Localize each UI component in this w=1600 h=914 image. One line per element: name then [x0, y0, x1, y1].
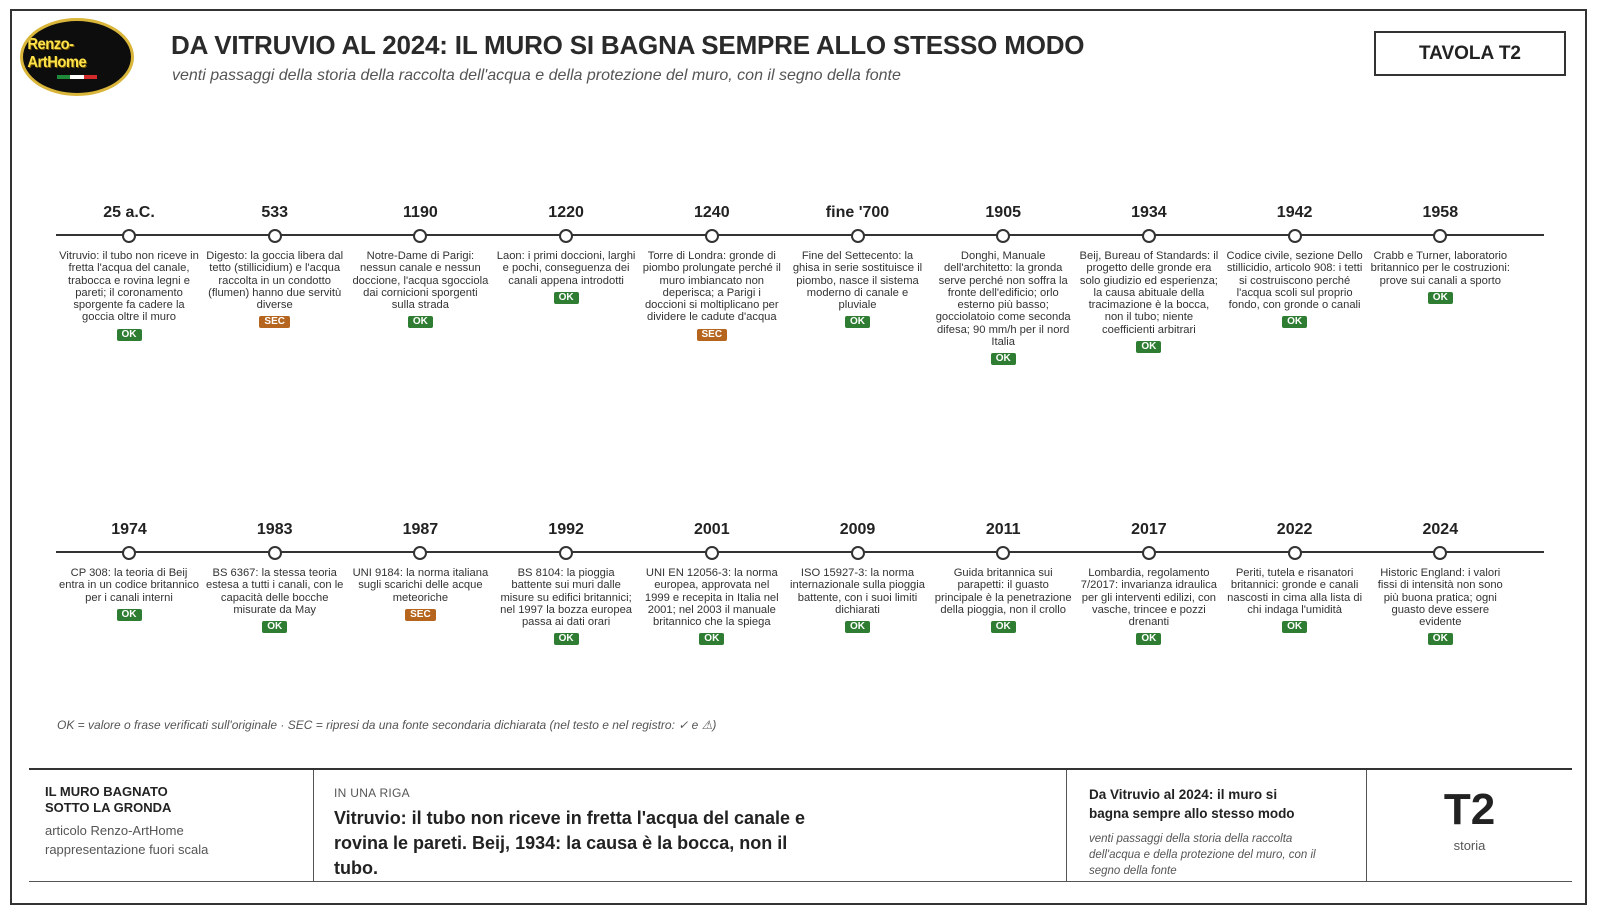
event-year: 1974 — [111, 521, 147, 538]
event-year: 1983 — [256, 521, 293, 538]
event-year: 1942 — [1276, 204, 1313, 221]
event-text: Periti, tutela e risanatori britannici: gronde e canali nascosti in cima alla lista di chi indaga l'umidità — [1227, 567, 1363, 616]
source-badge: OK — [1282, 621, 1307, 633]
italian-flag-icon — [57, 75, 97, 79]
renzo-arthome-logo — [20, 18, 134, 96]
source-badge: OK — [117, 329, 142, 341]
event-marker — [268, 546, 282, 560]
event-year: 25 a.C. — [103, 204, 155, 221]
event-description-block — [1079, 250, 1219, 353]
event-text: Digesto: la goccia libera dal tetto (stillicidium) e l'acqua raccolta in un condotto (flumen) hanno due servitù diverse — [206, 250, 344, 312]
event-text: ISO 15927-3: la norma internazionale sulla pioggia battente, con i suoi limiti dichiarati — [790, 567, 925, 616]
event-marker — [705, 546, 719, 560]
event-marker — [851, 229, 865, 243]
event-year: 533 — [261, 204, 289, 221]
source-badge: OK — [1136, 633, 1161, 645]
source-badge: OK — [991, 353, 1016, 365]
event-text: Notre-Dame di Parigi: nessun canale e nessun doccione, l'acqua sgocciola dai cornicioni sporgenti sulla strada — [352, 250, 489, 312]
logo-text: Renzo-ArtHome — [27, 35, 87, 71]
event-year: 1987 — [402, 521, 439, 538]
event-marker — [559, 229, 573, 243]
sheet-category: storia — [1453, 838, 1486, 853]
event-description-block — [1225, 567, 1365, 633]
event-marker — [705, 229, 719, 243]
source-badge: OK — [554, 633, 579, 645]
event-description-block — [642, 250, 782, 341]
source-badge: SEC — [405, 609, 436, 621]
source-badge: OK — [845, 621, 870, 633]
event-description-block — [788, 250, 928, 328]
event-text: Torre di Londra: gronde di piombo prolungate perché il muro imbiancato non deperisca; a Parigi i doccioni si moltiplicano per dividere le cadute d'acqua — [642, 250, 781, 324]
event-text: Donghi, Manuale dell'architetto: la gronda serve perché non soffra la fronte dell'edificio; orlo esterno più basso; gocciolatoio come seconda difesa; 90 mm/h per il nord Italia — [935, 250, 1071, 349]
event-year: 1934 — [1131, 204, 1167, 221]
event-marker — [1142, 546, 1156, 560]
event-marker — [122, 546, 136, 560]
event-text: UNI EN 12056-3: la norma europea, approvata nel 1999 e recepita in Italia nel 2001; nel 2003 il manuale britannico che la spiega — [644, 567, 779, 629]
event-description-block — [933, 250, 1073, 365]
event-description-block — [205, 567, 345, 633]
event-description-block — [933, 567, 1073, 633]
event-year: 2011 — [985, 521, 1021, 538]
event-description-block — [1370, 567, 1510, 645]
source-badge: OK — [1136, 341, 1161, 353]
source-badge: OK — [991, 621, 1016, 633]
event-year: fine '700 — [825, 204, 890, 221]
event-description-block — [642, 567, 782, 645]
source-badge: OK — [1428, 633, 1453, 645]
source-badge: OK — [262, 621, 287, 633]
event-year: 1958 — [1422, 204, 1459, 221]
event-description-block — [59, 567, 199, 621]
event-year: 1220 — [548, 204, 584, 221]
event-marker — [1288, 546, 1302, 560]
event-description-block — [496, 250, 636, 304]
sheet-code: T2 — [1443, 785, 1496, 834]
event-text: Beij, Bureau of Standards: il progetto delle gronde era solo giudizio ed esperienza; la causa abituale della tracimazione è la bocca, non il tubo; niente coefficienti arbitrari — [1079, 250, 1219, 336]
page-title: DA VITRUVIO AL 2024: IL MURO SI BAGNA SEMPRE ALLO STESSO MODO — [171, 30, 1085, 60]
title-block — [29, 768, 1572, 882]
event-text: Codice civile, sezione Dello stillicidio, articolo 908: i tetti si costruiscono perché l'acqua scoli sul proprio fondo, con gronde o canali — [1226, 250, 1363, 312]
legend: OK = valore o frase verificati sull'originale · SEC = ripresi da una fonte secondaria dichiarata (nel testo e nel registro: ✓ e ⚠) — [57, 718, 717, 732]
event-description-block — [350, 567, 490, 621]
event-marker — [122, 229, 136, 243]
article-scale-note: rappresentazione fuori scala — [45, 842, 209, 857]
sheet-title: Da Vitruvio al 2024: il muro si bagna sempre allo stesso modo — [1089, 787, 1295, 821]
event-year: 2017 — [1131, 521, 1167, 538]
event-marker — [268, 229, 282, 243]
title-block-sheet — [1067, 770, 1367, 882]
event-description-block — [496, 567, 636, 645]
event-marker — [851, 546, 865, 560]
event-text: BS 6367: la stessa teoria estesa a tutti i canali, con le capacità delle bocche misurate da May — [205, 567, 344, 616]
source-badge: OK — [554, 292, 579, 304]
event-marker — [1142, 229, 1156, 243]
event-text: Vitruvio: il tubo non riceve in fretta l'acqua del canale, trabocca e rovina legni e pareti; il coronamento sporgente fa cadere la goccia oltre il muro — [59, 250, 199, 324]
sheet-subtitle: venti passaggi della storia della raccolta dell'acqua e della protezione del muro, con il segno della fonte — [1089, 833, 1316, 877]
event-text: Lombardia, regolamento 7/2017: invarianza idraulica per gli interventi edilizi, con vasche, trincee e pozzi drenanti — [1080, 567, 1217, 629]
title-block-code — [1367, 770, 1572, 882]
source-badge: SEC — [697, 329, 728, 341]
article-title: IL MURO BAGNATO SOTTO LA GRONDA — [45, 784, 172, 815]
source-badge: OK — [408, 316, 433, 328]
summary-label: IN UNA RIGA — [334, 786, 410, 800]
title-block-article — [29, 770, 314, 882]
source-badge: OK — [117, 609, 142, 621]
event-year: 2022 — [1276, 521, 1313, 538]
title-block-summary — [314, 770, 1067, 882]
event-year: 2024 — [1422, 521, 1459, 538]
event-description-block — [350, 250, 490, 328]
event-description-block — [1370, 250, 1510, 304]
event-text: Guida britannica sui parapetti: il guasto principale è la penetrazione della pioggia, non il crollo — [934, 567, 1072, 616]
event-description-block — [59, 250, 199, 341]
summary-text: Vitruvio: il tubo non riceve in fretta l'acqua del canale e rovina le pareti. Beij, 1934: la causa è la bocca, non il tubo. — [334, 808, 806, 878]
event-text: UNI 9184: la norma italiana sugli scarichi delle acque meteoriche — [352, 567, 489, 604]
event-year: 1905 — [985, 204, 1021, 221]
tavola-badge: TAVOLA T2 — [1374, 31, 1566, 76]
event-year: 1992 — [548, 521, 584, 538]
source-badge: OK — [845, 316, 870, 328]
event-text: BS 8104: la pioggia battente sui muri dalle misure su edifici britannici; nel 1997 la bozza europea passa ai dati orari — [500, 567, 633, 629]
event-marker — [1288, 229, 1302, 243]
source-badge: OK — [1282, 316, 1307, 328]
event-description-block — [205, 250, 345, 328]
event-year: 2001 — [694, 521, 730, 538]
article-author: articolo Renzo-ArtHome — [45, 823, 184, 838]
event-text: Crabb e Turner, laboratorio britannico per le costruzioni: prove sui canali a sporto — [1370, 250, 1510, 287]
event-marker — [559, 546, 573, 560]
event-year: 2009 — [839, 521, 876, 538]
page-subtitle: venti passaggi della storia della raccolta dell'acqua e della protezione del muro, con il segno della fonte — [172, 67, 901, 84]
source-badge: OK — [699, 633, 724, 645]
event-year: 1190 — [403, 204, 438, 221]
event-description-block — [1079, 567, 1219, 645]
event-text: CP 308: la teoria di Beij entra in un codice britannico per i canali interni — [59, 567, 199, 604]
event-year: 1240 — [694, 204, 730, 221]
event-text: Fine del Settecento: la ghisa in serie sostituisce il piombo, nasce il sistema moderno di canale e pluviale — [792, 250, 923, 312]
source-badge: SEC — [259, 316, 290, 328]
event-description-block — [788, 567, 928, 633]
source-badge: OK — [1428, 292, 1453, 304]
event-text: Historic England: i valori fissi di intensità non sono più buona pratica; ogni guasto deve essere evidente — [1377, 567, 1503, 629]
event-text: Laon: i primi doccioni, larghi e pochi, conseguenza dei canali appena introdotti — [496, 250, 636, 287]
event-description-block — [1225, 250, 1365, 328]
